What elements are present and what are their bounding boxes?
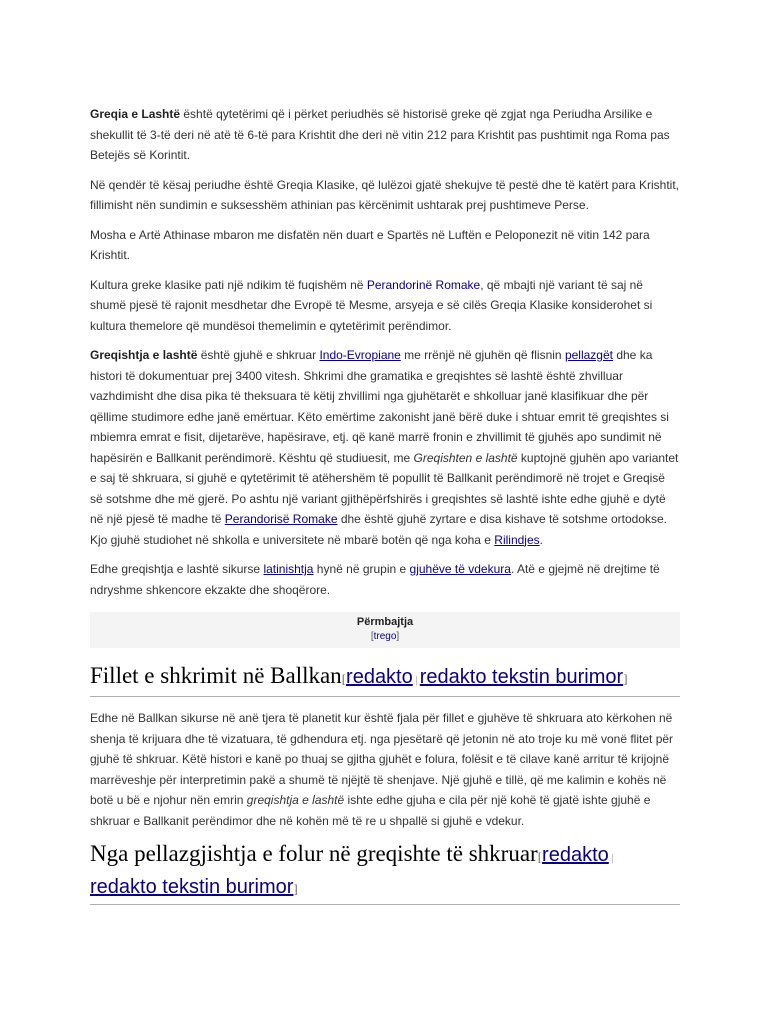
edit-link[interactable]: redakto xyxy=(346,666,413,688)
paragraph-culture: Kultura greke klasike pati një ndikim të fuqishëm në Perandorinë Romake, që mbajti një variant të saj në shumë pjesë të rajonit mesdhetar dhe Evropë të Mesme, arsyeja e së cilës Greqia Klasike konsiderohet si kultura themelore që mundësoi themelimin e qytetërimit perëndimor. xyxy=(90,277,653,333)
article-content xyxy=(90,104,680,916)
term-bold: Greqia e Lashtë xyxy=(90,107,181,121)
link-roman-empire[interactable]: Perandorinë Romake xyxy=(366,277,481,292)
link-pelasgians[interactable]: pellazgët xyxy=(564,348,613,362)
term-italic: greqishtja e lashtë xyxy=(246,793,345,807)
paragraph-golden-age: Mosha e Artë Athinase mbaron me disfatën nën duart e Spartës në Luftën e Peloponezit në vitin 142 para Krishtit. xyxy=(90,227,650,262)
paragraph-balkan-writing: Edhe në Ballkan sikurse në anë tjera të planetit kur është fjala për fillet e gjuhëve të shkruara ato kërkohen në shenja të krijuara dhe të vizatuara, të gdhendura etj. nga pjesëtarë që jetonin në ato troje ku më vonë flitet për gjuhë të shkruar. Këtë histori e kanë po thuaj se gjitha gjuhët e folura, folësit e të cilave kanë arritur të krijojnë marrëveshje për interpretimin pakë a shumë të njëjtë të shenjave. Një gjuhë e tillë, që me kalimin e kohës në botë u bë e njohur nën emrin greqishtja e lashtë ishte edhe gjuha e cila për një kohë të gjatë ishte gjuhë e shkruar e Ballkanit perëndimor dhe në kohën më të re u shpallë si gjuhë e vdekur. xyxy=(90,711,674,828)
edit-source-link[interactable]: redakto tekstin burimor xyxy=(419,666,624,688)
edit-source-link[interactable]: redakto tekstin burimor xyxy=(90,876,294,898)
link-renaissance[interactable]: Rilindjes xyxy=(494,532,540,547)
section-heading-writing-origins: Fillet e shkrimit në Ballkan[redakto | redakto tekstin burimor] xyxy=(90,662,680,697)
toc-toggle: [trego] xyxy=(370,631,400,642)
term-italic: Greqishten e lashtë xyxy=(413,450,518,465)
paragraph-ancient-greek: Greqishtja e lashtë është gjuhë e shkruar Indo-Evropiane me rrënjë në gjuhën që flisnin pellazgët dhe ka histori të dokumentuar prej 3400 vitesh. Shkrimi dhe gramatika e greqishtes së lashtë është zhvilluar vazhdimisht dhe disa pika të theksuara të këtij zhvillimi nga gjuhëtarët e shkolluar janë klasifikuar dhe për qëllime studimore edhe janë emërtuar. Këto emërtime zakonisht janë bërë duke i shtuar emrit të greqishtes si mbiemra emrat e fisit, dijetarëve, hapësirave, etj. që kanë marrë fronin e zhvillimit të gjuhës apo sundimit në hapësirën e Ballkanit perëndimorë. Kështu që studiuesit, me Greqishten e lashtë kuptojnë gjuhën apo variantet e saj të shkruara, si gjuhë e qytetërimit të atëhershëm të popullit të Ballkanit perëndimorë në trojet e Greqisë së sotshme dhe më gjerë. Po ashtu një variant gjithëpërfshirës i greqishtes së lashtë ishte edhe gjuhë e dytë në një pjesë të madhe të Perandorisë Romake dhe është gjuhë zyrtare e disa kishave të sotshme ortodokse. Kjo gjuhë studiohet në shkolla e universitete në mbarë botën që nga koha e Rilindjes. xyxy=(90,348,679,547)
table-of-contents xyxy=(90,612,680,648)
link-indo-european[interactable]: Indo-Evropiane xyxy=(319,348,401,362)
section-heading-pelasgian: Nga pellazgjishtja e folur në greqishte të shkruar[redakto | redakto tekstin burimor] xyxy=(90,840,680,905)
link-roman-empire-2[interactable]: Perandorisë Romake xyxy=(224,512,338,526)
paragraph-dead-languages: Edhe greqishtja e lashtë sikurse latinishtja hynë në grupin e gjuhëve të vdekura. Atë e gjejmë në drejtime të ndryshme shkencore ekzakte dhe shoqërore. xyxy=(90,562,660,597)
toc-show-link[interactable]: trego xyxy=(373,631,397,642)
paragraph-intro: Greqia e Lashtë është qytetërimi që i përket periudhës së historisë greke që zgjat nga Periudha Arsilike e shekullit të 3-të deri në atë të 6-të para Krishtit dhe deri në vitin 212 para Krishtit pas pushtimit nga Roma pas Betejës së Korintit. xyxy=(90,107,670,162)
term-bold: Greqishtja e lashtë xyxy=(90,348,198,362)
paragraph-classical: Në qendër të kësaj periudhe është Greqia Klasike, që lulëzoi gjatë shekujve të pestë dhe të katërt para Krishtit, fillimisht nën sundimin e suksesshëm athinian pas kërcënimit ushtarak prej pushtimeve Perse. xyxy=(90,177,680,212)
link-dead-languages[interactable]: gjuhëve të vdekura xyxy=(409,562,511,576)
edit-link[interactable]: redakto xyxy=(542,844,609,866)
toc-title: Përmbajtja xyxy=(356,616,414,628)
link-latin[interactable]: latinishtja xyxy=(263,562,314,576)
